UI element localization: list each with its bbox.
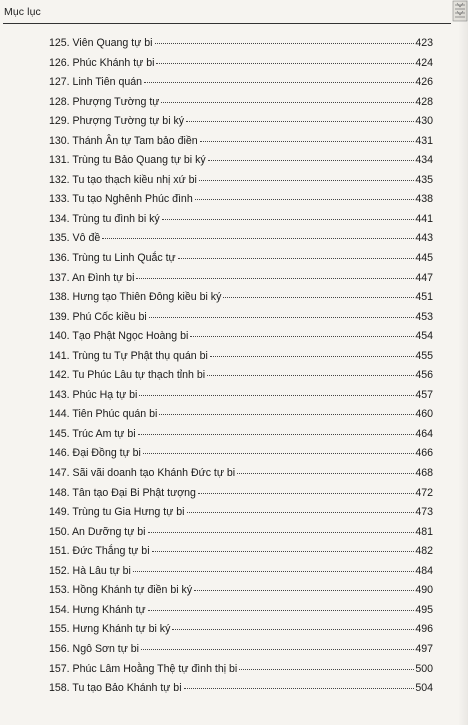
toc-dot-leader [139,395,414,396]
toc-entry-page-number: 504 [415,682,433,695]
toc-dot-leader [210,356,414,357]
toc-entry [49,291,433,311]
toc-entry-title: 150. An Dưỡng tự bi [49,525,146,538]
toc-entry-page-number: 466 [415,447,433,460]
toc-dot-leader [152,551,415,552]
toc-entry [49,447,433,467]
toc-entry [49,584,433,604]
toc-entry-page-number: 455 [415,349,433,362]
toc-dot-leader [102,238,414,239]
toc-entry [49,135,433,155]
toc-entry [49,682,433,702]
toc-entry [49,272,433,292]
toc-entry-page-number: 497 [415,642,433,655]
toc-entry [49,389,433,409]
toc-entry-page-number: 454 [415,330,433,343]
toc-entry-title: 125. Viên Quang tự bi [49,37,153,49]
toc-dot-leader [148,532,415,533]
toc-entry [49,623,433,643]
toc-dot-leader [144,82,414,83]
toc-dot-leader [155,43,415,44]
toc-entry-title: 141. Trùng tu Tự Phật thụ quán bi [49,349,208,362]
toc-entry-page-number: 464 [415,427,433,440]
toc-entry-page-number: 424 [415,56,433,69]
toc-entry-page-number: 481 [415,525,433,538]
toc-entry-page-number: 438 [415,193,433,206]
toc-dot-leader [178,258,415,259]
toc-entry [49,330,433,350]
toc-entry [49,545,433,565]
toc-dot-leader [148,610,415,611]
toc-entry [49,604,433,624]
toc-entry-title: 131. Trùng tu Bảo Quang tự bi ký [49,154,206,167]
toc-entry-page-number: 473 [415,506,433,519]
toc-entry-title: 128. Phượng Tường tự [49,95,160,108]
toc-entry-title: 132. Tu tạo thạch kiều nhị xứ bi [49,173,197,186]
toc-entry-page-number: 441 [415,212,433,225]
toc-entry-page-number: 426 [415,76,433,89]
toc-dot-leader [133,571,414,572]
toc-entry-page-number: 431 [415,134,433,147]
toc-entry-page-number: 445 [415,252,433,265]
toc-entry-title: 137. An Đình tự bi [49,271,135,284]
toc-entry-page-number: 443 [415,232,433,245]
toc-dot-leader [198,493,414,494]
toc-entry-title: 151. Đức Thắng tự bi [49,545,150,558]
toc-dot-leader [190,336,414,337]
toc-entry [49,487,433,507]
toc-dot-leader [195,199,415,200]
toc-entry-title: 155. Hưng Khánh tự bi ký [49,623,171,636]
toc-dot-leader [200,141,415,142]
toc-entry-page-number: 495 [415,603,433,616]
toc-entry-page-number: 453 [415,310,433,323]
toc-entry-page-number: 468 [415,467,433,480]
toc-entry [49,506,433,526]
toc-entry-title: 133. Tu tạo Nghênh Phúc đình [49,193,193,206]
toc-dot-leader [184,688,415,689]
toc-entry [49,643,433,663]
toc-dot-leader [156,63,414,64]
toc-dot-leader [194,590,414,591]
toc-entry-page-number: 430 [415,115,433,128]
toc-entry [49,311,433,331]
toc-entry-page-number: 500 [415,662,433,675]
toc-entry-page-number: 484 [415,564,433,577]
toc-dot-leader [237,473,414,474]
toc-entry [49,154,433,174]
toc-dot-leader [239,669,414,670]
toc-entry [49,96,433,116]
toc-dot-leader [159,414,414,415]
toc-entry-page-number: 482 [415,545,433,558]
toc-entry-page-number: 456 [415,369,433,382]
toc-entry [49,467,433,487]
toc-entry [49,408,433,428]
toc-entry-title: 152. Hà Lâu tự bi [49,564,131,577]
toc-entry-title: 149. Trùng tu Gia Hưng tự bi [49,506,185,519]
toc-entry-title: 134. Trùng tu đình bi ký [49,212,160,225]
toc-entry-title: 145. Trúc Am tự bi [49,427,136,440]
toc-entry-page-number: 460 [415,408,433,421]
toc-dot-leader [149,317,415,318]
header-rule [3,23,451,24]
toc-dot-leader [141,649,414,650]
toc-entry [49,350,433,370]
toc-entry-page-number: 428 [415,95,433,108]
toc-entry [49,428,433,448]
toc-dot-leader [186,121,414,122]
table-of-contents [49,37,433,702]
toc-entry-page-number: 451 [415,291,433,304]
toc-entry [49,193,433,213]
toc-entry-title: 129. Phượng Tường tự bi ký [49,115,185,128]
toc-entry-title: 140. Tạo Phật Ngọc Hoàng bi [49,330,189,343]
toc-entry-title: 156. Ngô Sơn tự bi [49,642,140,655]
toc-entry-title: 148. Tân tạo Đại Bi Phật tượng [49,486,196,499]
toc-dot-leader [138,434,415,435]
toc-entry [49,565,433,585]
toc-dot-leader [187,512,415,513]
toc-dot-leader [207,375,414,376]
toc-entry-title: 142. Tu Phúc Lâu tự thạch tỉnh bi [49,369,206,382]
toc-entry-title: 147. Sãi vãi doanh tạo Khánh Đức tự bi [49,467,236,480]
toc-entry [49,369,433,389]
toc-dot-leader [172,629,414,630]
toc-entry-page-number: 457 [415,388,433,401]
toc-dot-leader [199,180,414,181]
toc-entry-title: 146. Đại Đồng tự bi [49,447,141,460]
running-head: Mục lục [4,6,41,18]
toc-dot-leader [162,219,415,220]
toc-entry-title: 138. Hưng tạo Thiên Đông kiều bi ký [49,291,222,304]
toc-entry [49,252,433,272]
toc-entry-title: 126. Phúc Khánh tự bi [49,56,155,69]
toc-entry-title: 144. Tiên Phúc quán bi [49,408,158,421]
toc-entry [49,57,433,77]
toc-dot-leader [136,278,414,279]
toc-entry [49,663,433,683]
toc-dot-leader [143,453,414,454]
toc-entry-title: 139. Phú Cốc kiều bi [49,310,147,323]
toc-entry-page-number: 490 [415,584,433,597]
toc-entry-title: 157. Phúc Lâm Hoằng Thệ tự đình thị bi [49,662,238,675]
toc-entry-page-number: 472 [415,486,433,499]
toc-entry [49,174,433,194]
toc-entry-title: 158. Tu tạo Bảo Khánh tự bi [49,682,182,695]
toc-entry [49,213,433,233]
toc-entry-page-number: 423 [415,37,433,49]
toc-entry-page-number: 435 [415,173,433,186]
toc-entry [49,526,433,546]
toc-dot-leader [223,297,414,298]
toc-entry-title: 135. Vô đề [49,232,101,245]
toc-entry-page-number: 434 [415,154,433,167]
toc-dot-leader [208,160,415,161]
toc-entry-title: 130. Thánh Ân tự Tam bảo điền [49,134,198,147]
toc-entry-page-number: 447 [415,271,433,284]
toc-entry-title: 136. Trùng tu Linh Quắc tự [49,252,176,265]
toc-entry-title: 143. Phúc Hạ tự bi [49,388,138,401]
toc-dot-leader [161,102,414,103]
toc-entry-title: 153. Hồng Khánh tự điền bi ký [49,584,193,597]
toc-entry [49,232,433,252]
toc-entry [49,115,433,135]
toc-entry-title: 127. Linh Tiên quán [49,76,143,89]
toc-entry [49,76,433,96]
toc-entry [49,37,433,57]
toc-entry-page-number: 496 [415,623,433,636]
page-edge-shadow [458,0,468,725]
toc-entry-title: 154. Hưng Khánh tự [49,603,146,616]
